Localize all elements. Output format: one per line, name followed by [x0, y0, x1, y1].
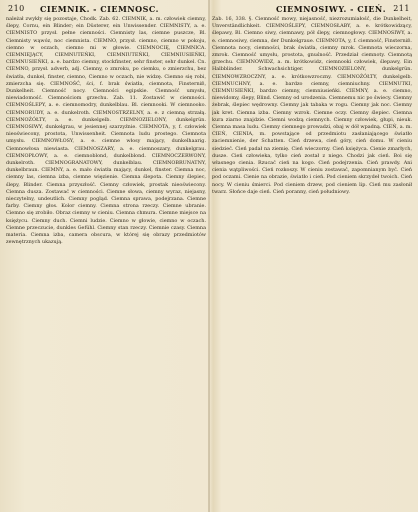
left-column-text: należał zwykły się pozostaje, Chodk. Zab. 62. CIEMNIK, a. m. człowiek ciemny, ślepy, Cornu, ein Blinder; ein Düsterer, ein Unwissender. CIEMNISTY, a. e. CIEMNISTO przysł. pełne ciemności. Ciemnisty las, ciemne puszcze, Bl. Ciemnisty wąwóz, noc ciemnista. CIEMNO, przysł. ciemno, ciemno w pokoju, ciemno w oczach, ciemno mi w głowie. CIEMNOCIĘ, CIEMNICA. CIEMNIEJĄCY, CIEMNUTEŃKI, CIEMNIUTEŃKI, CIEMNIUSIEŃKI, CIEMNUSIEŃKI, a. e. bardzo ciemny, stockfinster, sehr finster, sehr dunkel. Cn. CIEMNO, przysł. adverb, adj. Ciemny, o zmroku, po ciemku, o zmierzchu, bez światła, dunkel, finster, ciemno, Ciemno w oczach, nie widzę. Ciemno się robi, zmierzcha się. CIEMNOŚĆ, ści, f. brak światła, ciemnota, Finsterniß, Dunkelheit. Ciemność nocy. Ciemności egipskie. Ciemność umysłu, niewiadomość. Ciemnościom grzechu. Zab. 11. Zostawić w ciemności. CIEMNOŚLEPY, a. e. ciemnomodry, dunkelblau. Bl. ciemnooki. W ciemnooko. CIEMNORUDY, a. e. dunkelroth. CIEMNOSTRZELNY, a. e. z ciemną strzałą. CIEMNOŻÓŁTY, a. e. dunkelgelb. CIEMNOZIELONY, dunkelgrün. CIEMNOSIWY, dunkelgrau, w jesiennej szarzyźnie. CIEMNOTA, y, f. człowiek nieoświecony, prostota, Unwissenheit. Ciemnota ludu prostego. Ciemnota umysłu. CIEMNOWŁOSY, a. e. ciemne włosy mający, dunkelhaarig. Ciemnowłosa niewiasta. CIEMNOSZARY, a. e. ciemnoszary, dunkelgrau. CIEMNOPŁOWY, a. e. ciemnoblond, dunkelblond. CIEMNOCZERWONY, dunkelroth. CIEMNOGRANATOWY, dunkelblau. CIEMNOBRUNATNY, dunkelbraun. CIEMNY, a. e. mało światła mający, dunkel, finster. Ciemna noc, ciemny las, ciemna izba, ciemne więzienie. Ciemna ślepota. Ciemny ślepiec, ślepy, Blinder. Ciemna przyszłość. Ciemny człowiek, prostak nieoświecony. Ciemna dusza. Zostawać w ciemności. Ciemne słowa, ciemny wyraz, niejasny, nieczytelny, undeutlich. Ciemny pogląd. Ciemna sprawa, podejrzana. Ciemne farby. Ciemny głos. Kolor ciemny. Ciemna strona rzeczy. Ciemne ubranie. Ciemno się zrobiło. Obraz ciemny w cieniu. Ciemna chmura. Ciemne miejsce na księżycu. Ciemny duch. Ciemni ludzie. Ciemno w głowie, ciemno w oczach. Ciemne przeczucie, dunkles Gefühl. Ciemny stan rzeczy. Ciemnie czasy. Ciemna materia. Ciemna izba, camera obscura, w której się obrazy przedmiotów zewnętrznych ukazują.	[6, 16, 206, 246]
right-running-title: CIEMNOSIWY. - CIEŃ.	[276, 4, 387, 14]
left-running-title: CIEMNIK. - CIEMNOSC.	[40, 4, 159, 14]
right-column-text: Zab. 16, 338. §. Ciemność mowy, niejasność, niezrozumiałość, die Dunkelheit, Unverständlichkeit. CIEMNOŚLEPY, CIEMNOSŁABY, a. e. krótkowidzący, ślepawy, Bl. Ciemno siwy, ciemnawy, pół ślepy, ciemnogłowy. CIEMNOSIWY, a. e. ciemnosiwy, ciemna, der Dunkelgraue. CIEMNOTA, y, f. ciemność, Finsterniß. Ciemnota nocy, ciemności, brak światła, ciemny mrok. Ciemnota wieczorna, zmrok. Ciemność umysłu, prostota, gnuśność. Przedział ciemnoty. Ciemnotą grzechu. CIEMNOWIDZ, a. m. krótkowidz, ciemnooki człowiek, ślepawy, Ein Halbblinder. Schwachsichtiger. CIEMNOZIELONY, dunkelgrün. CIEMNOWZROCZNY, a. e. krótkowzroczny. CIEMNOŻÓŁTY, dunkelgelb. CIEMNUCHNY, a. e. bardzo ciemny, ciemniuchny. CIEMNUTKI, CIEMNUSIEŃKI, bardzo ciemny, ciemniusieńki. CIEMNY, a. e. ciemno, niewidomy, ślepy, Blind. Ciemny od urodzenia. Ciemnemu nic po świecy. Ciemny żebrak, ślepiec wędrowny. Ciemny jak tabaka w rogu. Ciemny jak noc. Ciemny jak kret. Ciemna izba. Ciemny wzrok. Ciemne oczy. Ciemny ślepiec. Ciemna kura ziarno znajdzie. Ciemni wodzą ciemnych. Ciemny człowiek, głupi, nieuk. Ciemna masa ludu. Ciemny ciemnego prowadzi, obaj w dół wpadną. CIEŃ, a. m. CIEŃ, CIENIA, m. powstające od przedmiotu zasłaniającego światło zaciemnienie, der Schatten. Cień drzewa, cień góry, cień domu. W cieniu siedzieć. Cień padał na ziemię. Cień wieczorny. Cień księżyca. Cienie zmarłych, dusze. Cień człowieka, tylko cień został z niego. Chodzi jak cień. Boi się własnego cienia. Rzucać cień na kogo. Cień podejrzenia. Cień prawdy. Ani cienia wątpliwości. Cień rozkoszy. W cieniu zostawać, zapomnianym być. Cień pod oczami. Cienie na obrazie, światło i cień. Pod cieniem skrzydeł twoich. Cień nocy. W cieniu śmierci. Pod cieniem drzew, pod cieniem lip. Cień mu zasłonił twarz. Słońce daje cień. Cień poranny, cień południowy.	[212, 16, 412, 195]
left-page-number: 210	[8, 4, 25, 13]
right-page-number: 211	[393, 4, 410, 13]
page-gutter	[208, 0, 210, 512]
right-text-column	[212, 16, 412, 506]
left-text-column	[6, 16, 206, 506]
